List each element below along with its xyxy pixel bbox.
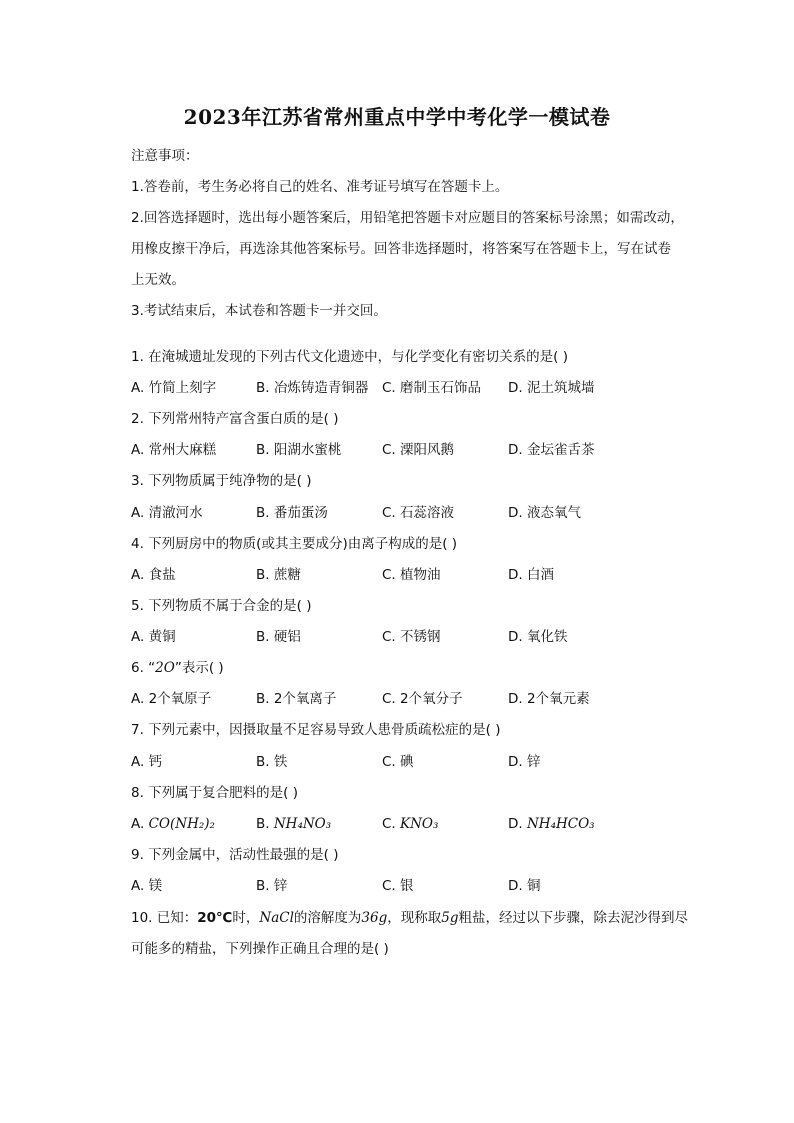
notice-item: 1.答卷前，考生务必将自己的姓名、准考证号填写在答题卡上。 [131, 179, 509, 195]
question-options [131, 378, 651, 398]
question-stem-continued: 可能多的精盐，下列操作正确且合理的是( ) [131, 941, 389, 957]
option-d [508, 814, 595, 834]
option-c: C. 植物油 [382, 567, 441, 583]
option-c: C. 磨制玉石饰品 [382, 380, 482, 396]
question-stem: 2. 下列常州特产富含蛋白质的是( ) [131, 411, 339, 427]
stem-text: 的溶解度为 [293, 910, 362, 926]
notice-item: 用橡皮擦干净后，再选涂其他答案标号。回答非选择题时，将答案写在答题卡上，写在试卷 [131, 241, 671, 257]
formula: NH₄NO₃ [273, 816, 332, 832]
option-label: D. [508, 816, 527, 832]
question-stem: 9. 下列金属中，活动性最强的是( ) [131, 847, 339, 863]
question-options [131, 627, 651, 647]
option-b [256, 814, 331, 834]
option-b: B. 冶炼铸造青铜器 [256, 380, 369, 396]
option-a: A. 2个氧原子 [131, 691, 212, 707]
option-a [131, 814, 215, 834]
question-options [131, 503, 651, 523]
formula: 2O [155, 660, 175, 676]
option-label: B. [256, 816, 274, 832]
option-d: D. 锌 [508, 754, 541, 770]
option-a: A. 黄铜 [131, 629, 176, 645]
question-stem [131, 658, 224, 678]
option-a: A. 清澈河水 [131, 505, 203, 521]
question-stem: 4. 下列厨房中的物质(或其主要成分)由离子构成的是( ) [131, 536, 458, 552]
option-d: D. 液态氧气 [508, 505, 581, 521]
notice-item: 上无效。 [131, 272, 185, 288]
notice-item: 2.回答选择题时，选出每小题答案后，用铅笔把答题卡对应题目的答案标号涂黑；如需改动， [131, 210, 684, 226]
formula: 20℃ [197, 910, 233, 926]
option-b: B. 2个氧离子 [256, 691, 337, 707]
option-c: C. 碘 [382, 754, 414, 770]
option-a: A. 钙 [131, 754, 163, 770]
option-a: A. 竹简上刻字 [131, 380, 217, 396]
question-stem: 5. 下列物质不属于合金的是( ) [131, 598, 312, 614]
stem-text: 6. “ [131, 660, 156, 676]
notice-item: 3.考试结束后，本试卷和答题卡一并交回。 [131, 303, 387, 319]
question-stem: 1. 在淹城遗址发现的下列古代文化遗迹中，与化学变化有密切关系的是( ) [131, 349, 568, 365]
option-c: C. 不锈钢 [382, 629, 441, 645]
option-c: C. 银 [382, 878, 414, 894]
option-b: B. 铁 [256, 754, 288, 770]
option-a: A. 镁 [131, 878, 163, 894]
option-c: C. 2个氧分子 [382, 691, 463, 707]
option-d: D. 2个氧元素 [508, 691, 590, 707]
question-options [131, 752, 651, 772]
stem-text: 10. 已知： [131, 910, 198, 926]
stem-text: 时， [232, 910, 260, 926]
option-d: D. 铜 [508, 878, 541, 894]
option-d: D. 白酒 [508, 567, 554, 583]
question-options [131, 814, 651, 834]
option-b: B. 硬铝 [256, 629, 301, 645]
option-b: B. 番茄蛋汤 [256, 505, 328, 521]
page-title: 2023年江苏省常州重点中学中考化学一模试卷 [183, 105, 611, 129]
option-a: A. 常州大麻糕 [131, 442, 217, 458]
formula: KNO₃ [400, 816, 439, 832]
stem-text: 粗盐，经过以下步骤，除去泥沙得到尽 [458, 910, 688, 926]
question-stem [131, 908, 688, 928]
formula: NH₄HCO₃ [526, 816, 595, 832]
option-b: B. 锌 [256, 878, 288, 894]
option-d: D. 泥土筑城墙 [508, 380, 595, 396]
option-b: B. 蔗糖 [256, 567, 301, 583]
formula: NaCl [259, 910, 294, 926]
question-stem: 7. 下列元素中，因摄取量不足容易导致人患骨质疏松症的是( ) [131, 722, 501, 738]
question-options [131, 876, 651, 896]
stem-text: ”表示( ) [174, 660, 224, 676]
question-stem: 8. 下列属于复合肥料的是( ) [131, 785, 298, 801]
option-b: B. 阳湖水蜜桃 [256, 442, 342, 458]
formula: CO(NH₂)₂ [148, 816, 215, 832]
formula: 5g [441, 910, 459, 926]
question-options [131, 689, 651, 709]
option-c: C. 石蕊溶液 [382, 505, 455, 521]
formula: 36g [361, 910, 388, 926]
option-label: A. [131, 816, 149, 832]
question-options [131, 565, 651, 585]
question-stem: 3. 下列物质属于纯净物的是( ) [131, 473, 312, 489]
notice-heading: 注意事项： [131, 148, 199, 164]
option-c [382, 814, 438, 834]
option-a: A. 食盐 [131, 567, 176, 583]
option-label: C. [382, 816, 401, 832]
stem-text: ，现称取 [387, 910, 442, 926]
question-options [131, 440, 651, 460]
option-c: C. 溧阳风鹅 [382, 442, 455, 458]
option-d: D. 氧化铁 [508, 629, 568, 645]
option-d: D. 金坛雀舌茶 [508, 442, 595, 458]
